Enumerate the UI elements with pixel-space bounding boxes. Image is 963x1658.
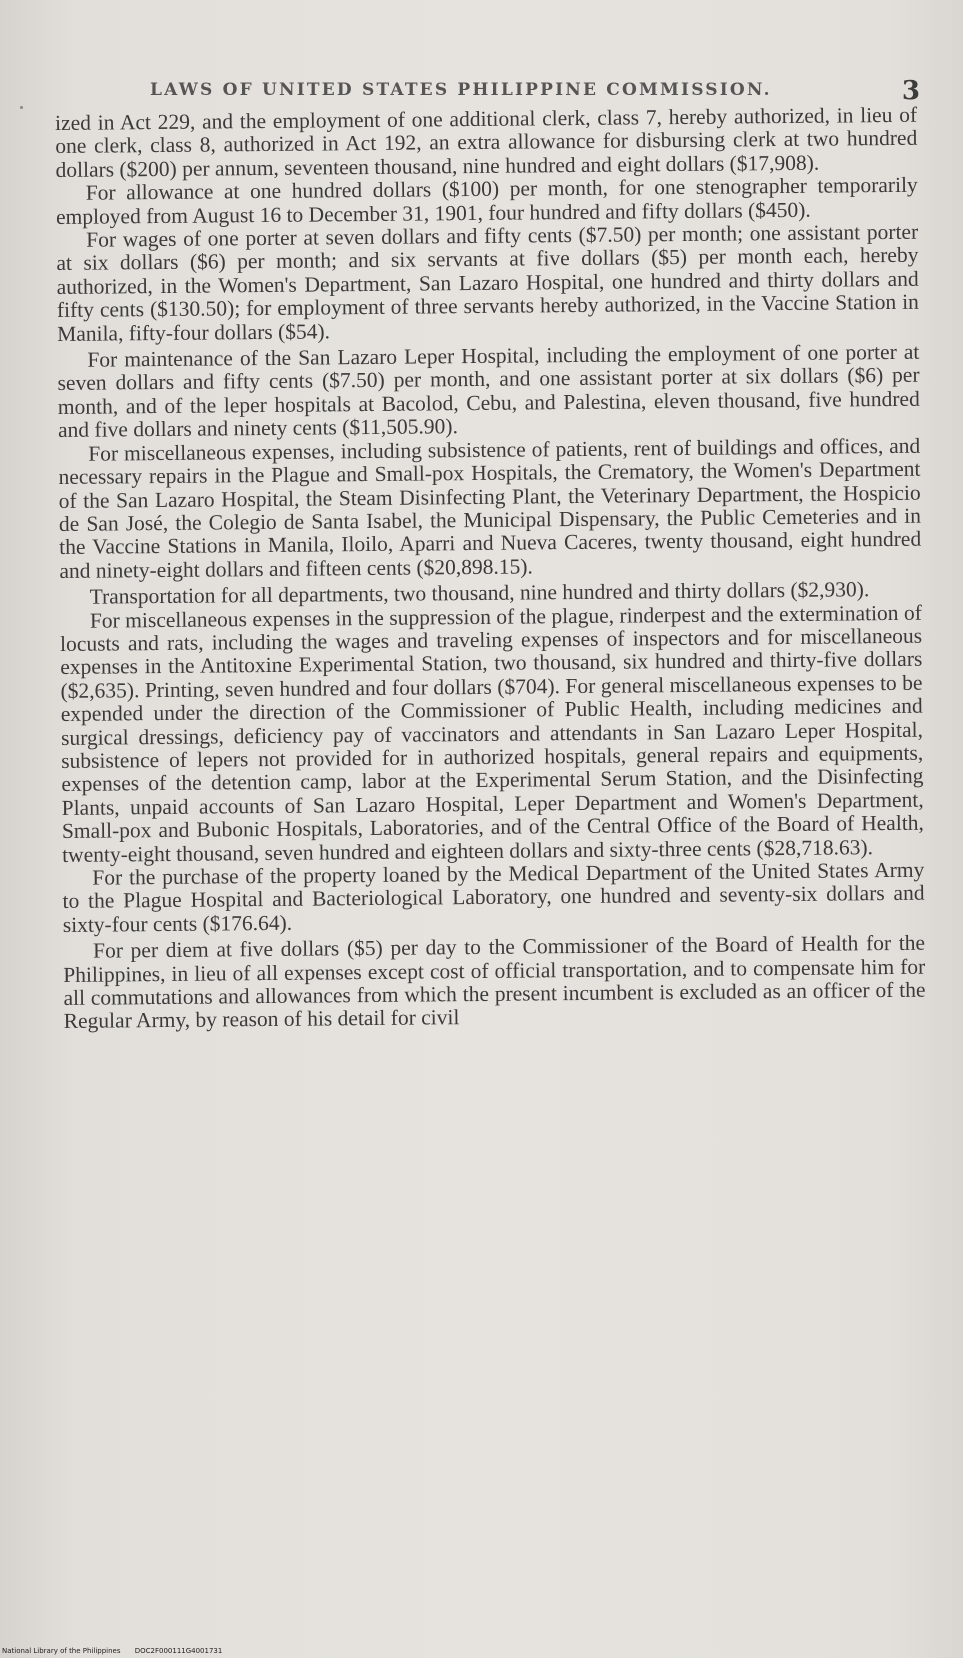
scan-speck xyxy=(20,106,23,109)
library-credit: National Library of the Philippines xyxy=(2,1647,121,1655)
paragraph: For allowance at one hundred dollars ($100) per month, for one stenographer temporarily employed from August 16 to December 31, 1901, four hundred and fifty dollars ($450). xyxy=(55,172,918,229)
body-text xyxy=(55,104,926,1034)
paragraph: For miscellaneous expenses, including subsistence of patients, rent of buildings and offices, and necessary repairs in the Plague and Small-pox Hospitals, the Crematory, the Women's Department of the San Lazaro Hospital, the Steam Disinfecting Plant, the Veterinary Department, the Hospicio de San José, the Colegio de Santa Isabel, the Municipal Dispensary, the Public Cemeteries and in the Vaccine Stations in Manila, Iloilo, Aparri and Nueva Caceres, twenty thousand, eight hundred and ninety-eight dollars and fifteen cents ($20,898.15). xyxy=(58,433,922,583)
paragraph: ized in Act 229, and the employment of one additional clerk, class 7, hereby authorized, in lieu of one clerk, class 8, authorized in Act 192, an extra allowance for disbursing clerk at two hundred dollars ($200) per annum, seventeen thousand, nine hundred and eight dollars ($17,908). xyxy=(54,102,918,182)
running-title: LAWS OF UNITED STATES PHILIPPINE COMMISSION. xyxy=(150,80,772,100)
paragraph: Transportation for all departments, two thousand, nine hundred and thirty dollars ($2,930). xyxy=(89,577,870,609)
page-number: 3 xyxy=(901,76,920,106)
scan-footer xyxy=(2,1647,222,1655)
paragraph: For wages of one porter at seven dollars and fifty cents ($7.50) per month; one assistant porter at six dollars ($6) per month; and six servants at five dollars ($5) per month each, hereby authorized, in the Women's Department, San Lazaro Hospital, one hundred and thirty dollars and fifty cents ($130.50); for employment of three servants hereby authorized, in the Vaccine Station in Manila, fifty-four dollars ($54). xyxy=(56,219,919,346)
paragraph: For per diem at five dollars ($5) per day to the Commissioner of the Board of Health for the Philippines, in lieu of all expenses except cost of official transportation, and to compensate him for all commutations and allowances from which the present incumbent is excluded as an officer of the Regular Army, by reason of his detail for civil xyxy=(63,930,926,1034)
paragraph: For miscellaneous expenses in the suppression of the plague, rinderpest and the extermination of locusts and rats, including the wages and traveling expenses of inspectors and for miscellaneous expenses in the Antitoxine Experimental Station, two thousand, six hundred and thirty-five dollars ($2,635). Printing, seven hundred and four dollars ($704). For general miscellaneous expenses to be expended under the direction of the Commissioner of Public Health, including medicines and surgical dressings, deficiency pay of vaccinators and attendants in San Lazaro Leper Hospital, subsistence of lepers not provided for in authorized hospitals, general repairs and equipments, expenses of the detention camp, labor at the Experimental Serum Station, and the Disinfecting Plants, unpaid accounts of San Lazaro Hospital, Leper Department and Women's Department, Small-pox and Bubonic Hospitals, Laboratories, and of the Central Office of the Board of Health, twenty-eight thousand, seven hundred and eighteen dollars and sixty-three cents ($28,718.63). xyxy=(59,600,924,867)
paragraph: For the purchase of the property loaned by the Medical Department of the United States Army to the Plague Hospital and Bacteriological Laboratory, one hundred and seventy-six dollars and sixty-four cents ($176.64). xyxy=(62,857,925,937)
paragraph: For maintenance of the San Lazaro Leper Hospital, including the employment of one porter at seven dollars and fifty cents ($7.50) per month, and one assistant porter at six dollars ($6) per month, and of the leper hospitals at Bacolod, Cebu, and Palestina, eleven thousand, five hundred and five dollars and ninety cents ($11,505.90). xyxy=(57,339,920,443)
document-code: DOC2F000111G4001731 xyxy=(134,1647,223,1655)
